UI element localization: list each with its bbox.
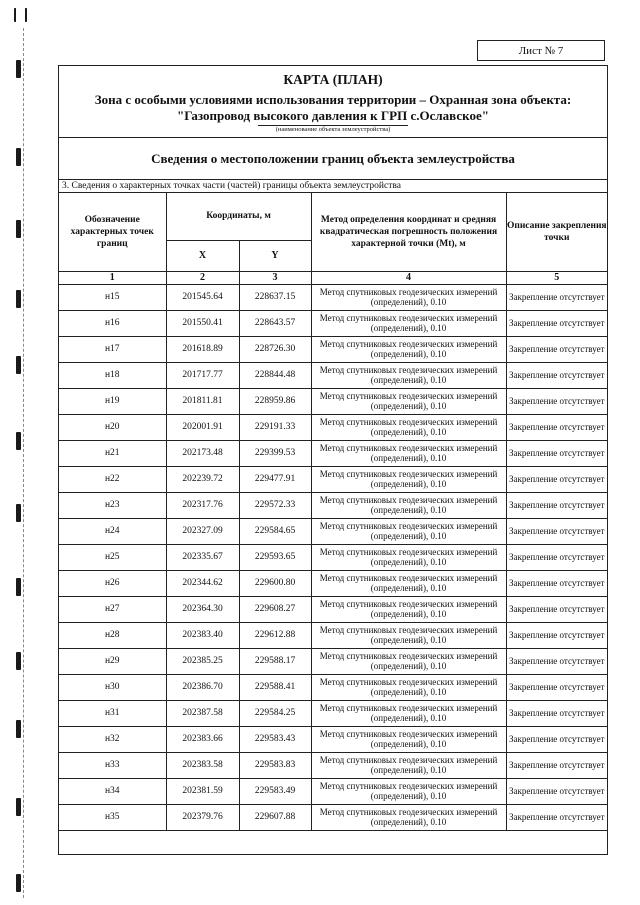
description-cell: Закрепление отсутствует [506, 284, 607, 310]
point-cell: н20 [59, 414, 166, 440]
y-coordinate-cell: 229588.17 [239, 648, 311, 674]
point-cell: н29 [59, 648, 166, 674]
binding-hole-mark [16, 148, 21, 166]
header-method: Метод определения координат и средняя квадратическая погрешность положения характерной точки (Mt), м [311, 193, 506, 271]
method-cell: Метод спутниковых геодезических измерений (определений), 0.10 [311, 674, 506, 700]
document-frame [58, 65, 608, 855]
x-coordinate-cell: 202335.67 [166, 544, 239, 570]
description-cell: Закрепление отсутствует [506, 778, 607, 804]
description-cell: Закрепление отсутствует [506, 622, 607, 648]
point-cell: н31 [59, 700, 166, 726]
x-coordinate-cell: 202383.40 [166, 622, 239, 648]
zone-title: Зона с особыми условиями использования территории – Охранная зона объекта: [94, 92, 572, 107]
point-cell: н24 [59, 518, 166, 544]
table-row [59, 674, 607, 700]
point-cell: н22 [59, 466, 166, 492]
column-number: 4 [311, 271, 506, 284]
x-coordinate-cell: 202385.25 [166, 648, 239, 674]
table-row [59, 648, 607, 674]
description-cell: Закрепление отсутствует [506, 596, 607, 622]
y-coordinate-cell: 229600.80 [239, 570, 311, 596]
section-heading: Сведения о местоположении границ объекта землеустройства [59, 138, 607, 180]
x-coordinate-cell: 202239.72 [166, 466, 239, 492]
method-cell: Метод спутниковых геодезических измерений (определений), 0.10 [311, 336, 506, 362]
column-number: 5 [506, 271, 607, 284]
method-cell: Метод спутниковых геодезических измерений (определений), 0.10 [311, 804, 506, 830]
point-cell: н25 [59, 544, 166, 570]
description-cell: Закрепление отсутствует [506, 492, 607, 518]
x-coordinate-cell: 201545.64 [166, 284, 239, 310]
table-row [59, 596, 607, 622]
x-coordinate-cell: 202344.62 [166, 570, 239, 596]
method-cell: Метод спутниковых геодезических измерений (определений), 0.10 [311, 518, 506, 544]
point-cell: н34 [59, 778, 166, 804]
description-cell: Закрепление отсутствует [506, 440, 607, 466]
table-row [59, 622, 607, 648]
section-subheading: 3. Сведения о характерных точках части (частей) границы объекта землеустройства [59, 180, 607, 193]
x-coordinate-cell: 201550.41 [166, 310, 239, 336]
binding-hole-mark [16, 874, 21, 892]
table-row [59, 804, 607, 830]
y-coordinate-cell: 228726.30 [239, 336, 311, 362]
method-cell: Метод спутниковых геодезических измерений (определений), 0.10 [311, 648, 506, 674]
x-coordinate-cell: 202379.76 [166, 804, 239, 830]
point-cell: н30 [59, 674, 166, 700]
binding-hole-mark [16, 432, 21, 450]
x-coordinate-cell: 202383.58 [166, 752, 239, 778]
description-cell: Закрепление отсутствует [506, 648, 607, 674]
point-cell: н28 [59, 622, 166, 648]
table-row [59, 310, 607, 336]
method-cell: Метод спутниковых геодезических измерений (определений), 0.10 [311, 414, 506, 440]
y-coordinate-cell: 229583.43 [239, 726, 311, 752]
point-cell: н32 [59, 726, 166, 752]
x-coordinate-cell: 202364.30 [166, 596, 239, 622]
point-cell: н17 [59, 336, 166, 362]
header-description: Описание закрепления точки [506, 193, 607, 271]
method-cell: Метод спутниковых геодезических измерений (определений), 0.10 [311, 492, 506, 518]
binding-hole-mark [16, 578, 21, 596]
description-cell: Закрепление отсутствует [506, 310, 607, 336]
table-row [59, 414, 607, 440]
binding-cut-line [23, 28, 24, 898]
point-cell: н26 [59, 570, 166, 596]
method-cell: Метод спутниковых геодезических измерений (определений), 0.10 [311, 388, 506, 414]
point-cell: н16 [59, 310, 166, 336]
description-cell: Закрепление отсутствует [506, 570, 607, 596]
x-coordinate-cell: 202386.70 [166, 674, 239, 700]
point-cell: н21 [59, 440, 166, 466]
binding-hole-mark [16, 798, 21, 816]
point-cell: н18 [59, 362, 166, 388]
table-row [59, 492, 607, 518]
table-row [59, 518, 607, 544]
title-block [59, 66, 607, 138]
method-cell: Метод спутниковых геодезических измерений (определений), 0.10 [311, 622, 506, 648]
description-cell: Закрепление отсутствует [506, 336, 607, 362]
description-cell: Закрепление отсутствует [506, 466, 607, 492]
method-cell: Метод спутниковых геодезических измерений (определений), 0.10 [311, 362, 506, 388]
x-coordinate-cell: 202381.59 [166, 778, 239, 804]
description-cell: Закрепление отсутствует [506, 700, 607, 726]
y-coordinate-cell: 228637.15 [239, 284, 311, 310]
table-row [59, 726, 607, 752]
y-coordinate-cell: 229583.49 [239, 778, 311, 804]
x-coordinate-cell: 202387.58 [166, 700, 239, 726]
header-coordinates: Координаты, м [166, 193, 311, 240]
description-cell: Закрепление отсутствует [506, 804, 607, 830]
description-cell: Закрепление отсутствует [506, 414, 607, 440]
point-cell: н33 [59, 752, 166, 778]
x-coordinate-cell: 202327.09 [166, 518, 239, 544]
method-cell: Метод спутниковых геодезических измерений (определений), 0.10 [311, 726, 506, 752]
table-row [59, 752, 607, 778]
point-cell: н23 [59, 492, 166, 518]
description-cell: Закрепление отсутствует [506, 362, 607, 388]
x-coordinate-cell: 201811.81 [166, 388, 239, 414]
y-coordinate-cell: 229612.88 [239, 622, 311, 648]
binding-hole-mark [16, 652, 21, 670]
description-cell: Закрепление отсутствует [506, 544, 607, 570]
method-cell: Метод спутниковых геодезических измерений (определений), 0.10 [311, 544, 506, 570]
table-row [59, 284, 607, 310]
binding-hole-mark [16, 290, 21, 308]
point-cell: н35 [59, 804, 166, 830]
binding-hole-mark [16, 220, 21, 238]
y-coordinate-cell: 229593.65 [239, 544, 311, 570]
method-cell: Метод спутниковых геодезических измерений (определений), 0.10 [311, 466, 506, 492]
x-coordinate-cell: 201717.77 [166, 362, 239, 388]
binding-margin [0, 0, 28, 905]
description-cell: Закрепление отсутствует [506, 726, 607, 752]
binding-hole-mark [14, 8, 27, 22]
y-coordinate-cell: 228959.86 [239, 388, 311, 414]
method-cell: Метод спутниковых геодезических измерений (определений), 0.10 [311, 700, 506, 726]
point-cell: н27 [59, 596, 166, 622]
boundary-points-table [59, 193, 607, 831]
x-coordinate-cell: 202173.48 [166, 440, 239, 466]
y-coordinate-cell: 229588.41 [239, 674, 311, 700]
y-coordinate-cell: 229584.65 [239, 518, 311, 544]
binding-hole-mark [16, 60, 21, 78]
y-coordinate-cell: 229584.25 [239, 700, 311, 726]
description-cell: Закрепление отсутствует [506, 518, 607, 544]
y-coordinate-cell: 229399.53 [239, 440, 311, 466]
column-number: 2 [166, 271, 239, 284]
x-coordinate-cell: 202383.66 [166, 726, 239, 752]
method-cell: Метод спутниковых геодезических измерений (определений), 0.10 [311, 284, 506, 310]
y-coordinate-cell: 228643.57 [239, 310, 311, 336]
binding-hole-mark [16, 356, 21, 374]
table-row [59, 388, 607, 414]
y-coordinate-cell: 229572.33 [239, 492, 311, 518]
method-cell: Метод спутниковых геодезических измерений (определений), 0.10 [311, 570, 506, 596]
x-coordinate-cell: 202001.91 [166, 414, 239, 440]
binding-hole-mark [16, 504, 21, 522]
method-cell: Метод спутниковых геодезических измерений (определений), 0.10 [311, 778, 506, 804]
column-number: 3 [239, 271, 311, 284]
sheet-number-label: Лист № 7 [477, 40, 605, 61]
table-row [59, 544, 607, 570]
table-body [59, 284, 607, 830]
x-coordinate-cell: 202317.76 [166, 492, 239, 518]
object-name-caption: (наименование объекта землеустройства) [258, 125, 408, 134]
y-coordinate-cell: 229191.33 [239, 414, 311, 440]
method-cell: Метод спутниковых геодезических измерений (определений), 0.10 [311, 440, 506, 466]
description-cell: Закрепление отсутствует [506, 752, 607, 778]
description-cell: Закрепление отсутствует [506, 388, 607, 414]
method-cell: Метод спутниковых геодезических измерений (определений), 0.10 [311, 310, 506, 336]
column-number: 1 [59, 271, 166, 284]
y-coordinate-cell: 229608.27 [239, 596, 311, 622]
y-coordinate-cell: 229607.88 [239, 804, 311, 830]
header-designation: Обозначение характерных точек границ [59, 193, 166, 271]
object-name: "Газопровод высокого давления к ГРП с.Ославское" [177, 108, 489, 123]
point-cell: н15 [59, 284, 166, 310]
y-coordinate-cell: 229583.83 [239, 752, 311, 778]
table-row [59, 778, 607, 804]
binding-hole-mark [16, 720, 21, 738]
table-row [59, 466, 607, 492]
x-coordinate-cell: 201618.89 [166, 336, 239, 362]
header-y: Y [239, 240, 311, 271]
document-title: КАРТА (ПЛАН) [283, 72, 383, 87]
method-cell: Метод спутниковых геодезических измерений (определений), 0.10 [311, 596, 506, 622]
method-cell: Метод спутниковых геодезических измерений (определений), 0.10 [311, 752, 506, 778]
table-row [59, 362, 607, 388]
table-row [59, 440, 607, 466]
table-row [59, 570, 607, 596]
table-row [59, 336, 607, 362]
point-cell: н19 [59, 388, 166, 414]
y-coordinate-cell: 229477.91 [239, 466, 311, 492]
header-x: X [166, 240, 239, 271]
table-row [59, 700, 607, 726]
y-coordinate-cell: 228844.48 [239, 362, 311, 388]
description-cell: Закрепление отсутствует [506, 674, 607, 700]
